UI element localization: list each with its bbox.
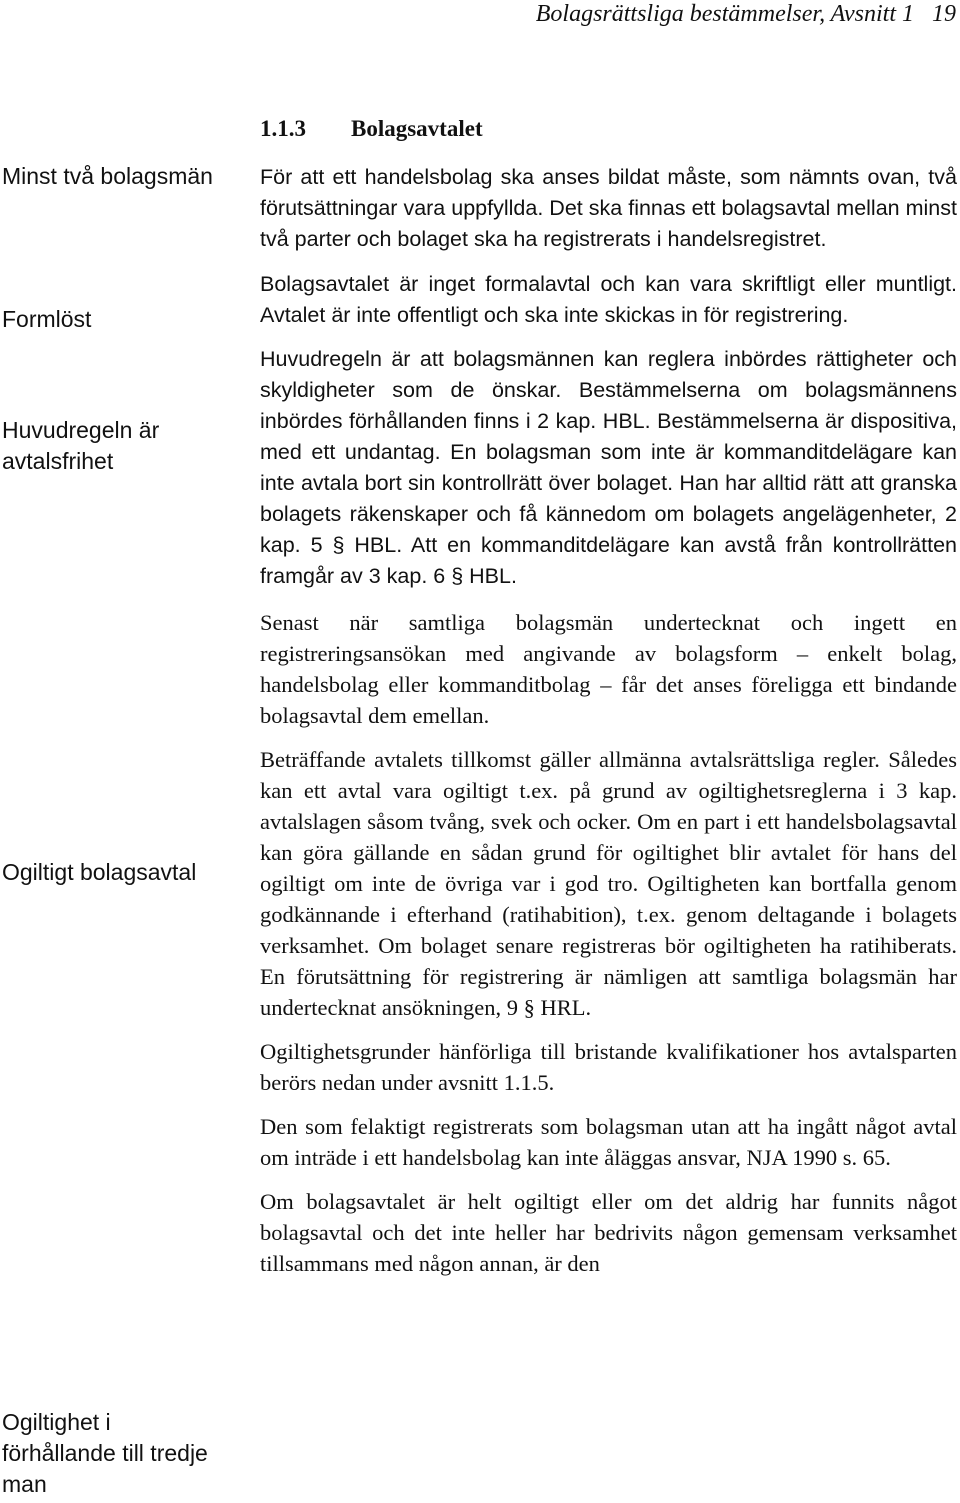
header-section: Avsnitt 1 — [830, 1, 914, 27]
margin-note-huvudregeln: Huvudregeln är avtalsfrihet — [2, 417, 160, 474]
paragraph-4: Senast när samtliga bolagsmän undertecknat och ingett en registreringsansökan med angivande av bolagsform – enkelt bolag, handelsbolag eller kommanditbolag – får det anses föreligga ett bindande bolagsavtal dem emellan. — [260, 610, 957, 728]
main-content — [260, 113, 957, 1279]
margin-note-ogiltighet-tredje-man: Ogiltighet i förhållande till tredje man — [2, 1409, 208, 1497]
page-header — [536, 0, 956, 28]
page-number: 19 — [932, 1, 956, 27]
section-number: 1.1.3 — [260, 116, 306, 141]
margin-note-formlost: Formlöst — [2, 306, 92, 332]
section-heading — [260, 113, 957, 144]
paragraph-8: Om bolagsavtalet är helt ogiltigt eller om det aldrig har funnits något bolagsavtal och det inte heller har bedrivits någon gemensam verksamhet tillsammans med någon annan, är den — [260, 1189, 957, 1276]
paragraph-6: Ogiltighetsgrunder hänförliga till bristande kvalifikationer hos avtalsparten berörs nedan under avsnitt 1.1.5. — [260, 1039, 957, 1095]
margin-note-minst-tva-bolagsman: Minst två bolagsmän — [2, 163, 213, 189]
paragraph-5: Beträffande avtalets tillkomst gäller allmänna avtalsrättsliga regler. Således kan ett avtal vara ogiltigt t.ex. på grund av ogiltighetsreglerna i 3 kap. avtalslagen såsom tvång, svek och ocker. Om en part i ett handelsbolagsavtal kan göra gällande en sådan grund för ogiltighet blir avtalet för hans del ogiltigt om inte de övriga var i god tro. Ogiltigheten kan bortfalla genom godkännande i efterhand (ratihabition), t.ex. genom deltagande i bolagets verksamhet. Om bolaget senare registreras bör ogiltigheten ha ratihiberats. En förutsättning för registrering är nämligen att samtliga bolagsmän har undertecknat ansökningen, 9 § HRL. — [260, 747, 957, 1020]
paragraph-7: Den som felaktigt registrerats som bolagsman utan att ha ingått något avtal om inträde i ett handelsbolag kan inte åläggas ansvar, NJA 1990 s. 65. — [260, 1114, 957, 1170]
paragraph-3: Huvudregeln är att bolagsmännen kan reglera inbördes rättigheter och skyldigheter som de önskar. Bestämmelserna om bolagsmännens inbördes förhållanden finns i 2 kap. HBL. Bestämmelserna är dispositiva, med ett undantag. En bolagsman som inte är kommanditdelägare kan inte avtala bort sin kontrollrätt över bolaget. Han har alltid rätt att granska bolagets räkenskaper och få kännedom om bolagets angelägenheter, 2 kap. 5 § HBL. Att en kommanditdelägare kan avstå från kontrollrätten framgår av 3 kap. 6 § HBL. — [260, 347, 957, 588]
margin-note-ogiltigt-bolagsavtal: Ogiltigt bolagsavtal — [2, 859, 197, 885]
paragraph-2: Bolagsavtalet är inget formalavtal och kan vara skriftligt eller muntligt. Avtalet är inte offentligt och ska inte skickas in för registrering. — [260, 272, 957, 327]
paragraph-1: För att ett handelsbolag ska anses bildat måste, som nämnts ovan, två förutsättningar vara uppfyllda. Det ska finnas ett bolagsavtal mellan minst två parter och bolaget ska ha registrerats i handelsregistret. — [260, 165, 957, 251]
header-title: Bolagsrättsliga bestämmelser, — [535, 1, 826, 27]
section-title: Bolagsavtalet — [351, 116, 483, 141]
